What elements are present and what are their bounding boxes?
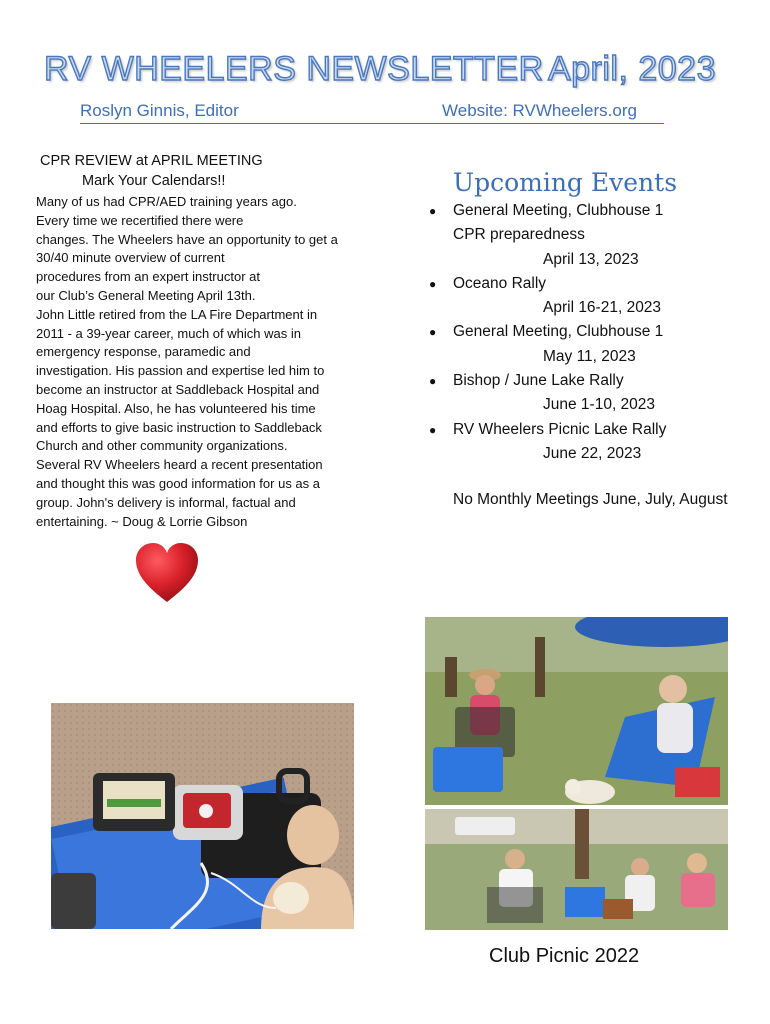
picnic-caption: Club Picnic 2022 — [489, 945, 640, 967]
editor-credit: Roslyn Ginnis, Editor — [80, 101, 442, 124]
article-line: Hoag Hospital. Also, he has volunteered his time — [36, 400, 316, 416]
heart-icon — [132, 540, 202, 606]
article-line: our Club’s General Meeting April 13th. — [36, 287, 256, 303]
events-heading: Upcoming Events — [453, 168, 678, 197]
article-line: entertaining. ~ Doug & Lorrie Gibson — [36, 513, 248, 529]
article-heading — [40, 151, 263, 191]
article-line: become an instructor at Saddleback Hospital and — [36, 381, 320, 397]
bullet-icon: ● — [429, 325, 437, 340]
event-date: June 22, 2023 — [543, 444, 642, 462]
event-date: May 11, 2023 — [543, 347, 636, 365]
event-name: RV Wheelers Picnic Lake Rally — [453, 420, 667, 438]
event-item — [427, 369, 747, 418]
newsletter-title — [44, 50, 716, 94]
article-line: group. John's delivery is informal, factual and — [36, 494, 296, 510]
event-item — [427, 320, 747, 369]
event-date: April 13, 2023 — [543, 250, 639, 268]
article-line: Many of us had CPR/AED training years ago. — [36, 194, 297, 209]
article-line: emergency response, paramedic and — [36, 344, 251, 360]
event-date: June 1-10, 2023 — [543, 396, 656, 414]
article-line: and efforts to give basic instruction to Saddleback — [36, 419, 322, 435]
article-line: Every time we recertified there were — [36, 212, 244, 228]
event-detail: CPR preparedness — [453, 226, 585, 244]
article-line: John Little retired from the LA Fire Department in — [36, 306, 318, 322]
article-line: 30/40 minute overview of current — [36, 250, 225, 266]
event-name: General Meeting, Clubhouse 1 — [453, 323, 664, 341]
article-title: CPR REVIEW at APRIL MEETING — [40, 153, 263, 169]
event-name: Bishop / June Lake Rally — [453, 372, 624, 390]
article-subtitle: Mark Your Calendars!! — [82, 173, 226, 189]
club-picnic-photo — [425, 617, 728, 930]
event-name: Oceano Rally — [453, 274, 547, 292]
cpr-training-photo — [51, 703, 354, 929]
newsletter-name: RV WHEELERS NEWSLETTER — [44, 50, 544, 88]
article-line: procedures from an expert instructor at — [36, 269, 260, 285]
article-line: Several RV Wheelers heard a recent presentation — [36, 457, 323, 473]
article-line: Church and other community organizations. — [36, 438, 288, 454]
bullet-icon: ● — [429, 276, 437, 291]
website-link[interactable]: Website: RVWheelers.org — [442, 101, 664, 124]
events-list — [427, 199, 747, 466]
bullet-icon: ● — [429, 374, 437, 389]
event-item — [427, 199, 747, 272]
article-line: investigation. His passion and expertise led him to — [36, 363, 325, 379]
no-meetings-note: No Monthly Meetings June, July, August — [453, 491, 728, 508]
event-item — [427, 272, 747, 321]
article-line: and thought this was good information for us as a — [36, 475, 321, 491]
bullet-icon: ● — [429, 422, 437, 437]
event-item — [427, 418, 747, 467]
event-date: April 16-21, 2023 — [543, 299, 662, 317]
event-name: General Meeting, Clubhouse 1 — [453, 202, 664, 219]
article-line: 2011 - a 39-year career, much of which was in — [36, 325, 301, 341]
article-body — [36, 193, 366, 531]
article-line: changes. The Wheelers have an opportunity to get a — [36, 231, 338, 247]
bullet-icon: ● — [429, 204, 437, 218]
newsletter-date: April, 2023 — [547, 50, 716, 88]
